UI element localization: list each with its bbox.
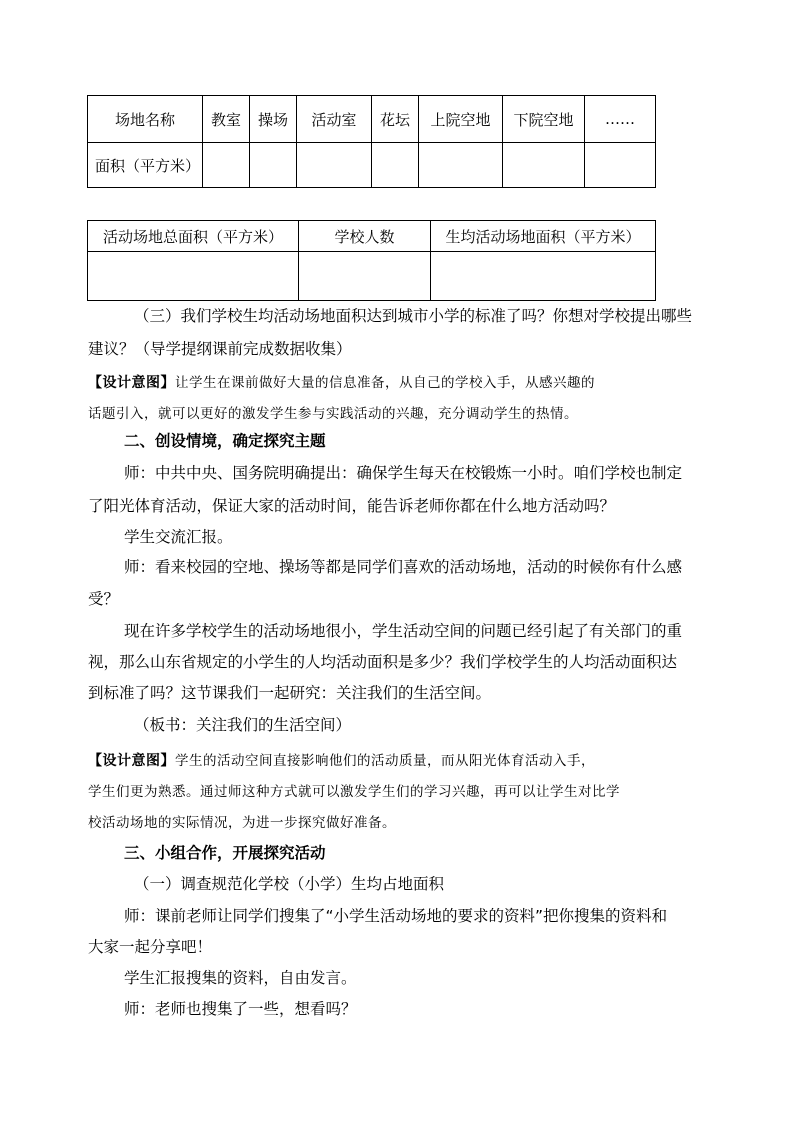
venue-area-table <box>87 95 656 188</box>
design-intent-line: 话题引入，就可以更好的激发学生参与实践活动的兴趣，充分调动学生的热情。 <box>88 406 578 422</box>
table-header-cell: 下院空地 <box>503 96 585 143</box>
paragraph-line: 视，那么山东省规定的小学生的人均活动面积是多少？我们学校学生的人均活动面积达 <box>88 653 678 671</box>
table-cell <box>297 143 372 188</box>
table-cell <box>299 252 431 301</box>
table-header-cell: 活动场地总面积（平方米） <box>88 221 299 252</box>
design-intent-tag: 【设计意图】 <box>88 753 175 769</box>
paragraph-line: 师：中共中央、国务院明确提出：确保学生每天在校锻炼一小时。咱们学校也制定 <box>124 464 683 482</box>
section-heading: 三、小组合作，开展探究活动 <box>124 844 326 862</box>
design-intent-line: 校活动场地的实际情况，为进一步探究做好准备。 <box>88 815 396 831</box>
paragraph-line: 了阳光体育活动，保证大家的活动时间，能告诉老师你都在什么地方活动吗？ <box>88 497 616 515</box>
table-cell <box>203 143 250 188</box>
paragraph-line: （一）调查规范化学校（小学）生均占地面积 <box>134 875 445 893</box>
design-intent-text: 让学生在课前做好大量的信息准备，从自己的学校入手，从感兴趣的 <box>175 375 595 391</box>
table-header-cell: 花坛 <box>372 96 419 143</box>
table-cell <box>250 143 297 188</box>
paragraph-line: 学生交流汇报。 <box>124 528 233 546</box>
design-intent-text: 学生的活动空间直接影响他们的活动质量，而从阳光体育活动入手， <box>175 753 595 769</box>
table-header-cell: 活动室 <box>297 96 372 143</box>
paragraph-line: 建议？（导学提纲课前完成数据收集） <box>88 340 352 358</box>
paragraph-line: （三）我们学校生均活动场地面积达到城市小学的标准了吗？你想对学校提出哪些 <box>134 307 693 325</box>
table-cell <box>431 252 656 301</box>
design-intent-tag: 【设计意图】 <box>88 375 175 391</box>
paragraph-line: 师：看来校园的空地、操场等都是同学们喜欢的活动场地，活动的时候你有什么感 <box>124 558 683 576</box>
table-header-cell: 教室 <box>203 96 250 143</box>
table-header-cell: 生均活动场地面积（平方米） <box>431 221 656 252</box>
table-cell <box>88 252 299 301</box>
design-intent-line <box>88 373 728 393</box>
board-note: （板书：关注我们的生活空间） <box>134 716 352 734</box>
paragraph-line: 到标准了吗？这节课我们一起研究：关注我们的生活空间。 <box>88 684 492 702</box>
paragraph-line: 受？ <box>88 590 120 608</box>
table-cell <box>503 143 585 188</box>
table-cell <box>419 143 503 188</box>
table-cell <box>585 143 656 188</box>
table-header-cell: 操场 <box>250 96 297 143</box>
per-student-area-table <box>87 220 656 301</box>
paragraph-line: 师：老师也搜集了一些，想看吗？ <box>124 1000 357 1018</box>
table-header-cell: 学校人数 <box>299 221 431 252</box>
paragraph-line: 大家一起分享吧！ <box>88 938 213 956</box>
paragraph-line: 现在许多学校学生的活动场地很小，学生活动空间的问题已经引起了有关部门的重 <box>124 622 683 640</box>
design-intent-line: 学生们更为熟悉。通过师这种方式就可以激发学生们的学习兴趣，再可以让学生对比学 <box>88 784 620 800</box>
section-heading: 二、创设情境，确定探究主题 <box>124 432 326 450</box>
paragraph-line: 师：课前老师让同学们搜集了“小学生活动场地的要求的资料”把你搜集的资料和 <box>124 907 668 925</box>
design-intent-line <box>88 751 728 771</box>
table-row-label: 面积（平方米） <box>88 143 203 188</box>
table-cell <box>372 143 419 188</box>
table-header-cell: 场地名称 <box>88 96 203 143</box>
paragraph-line: 学生汇报搜集的资料，自由发言。 <box>124 969 357 987</box>
table-header-cell: 上院空地 <box>419 96 503 143</box>
table-header-cell: …… <box>585 96 656 143</box>
